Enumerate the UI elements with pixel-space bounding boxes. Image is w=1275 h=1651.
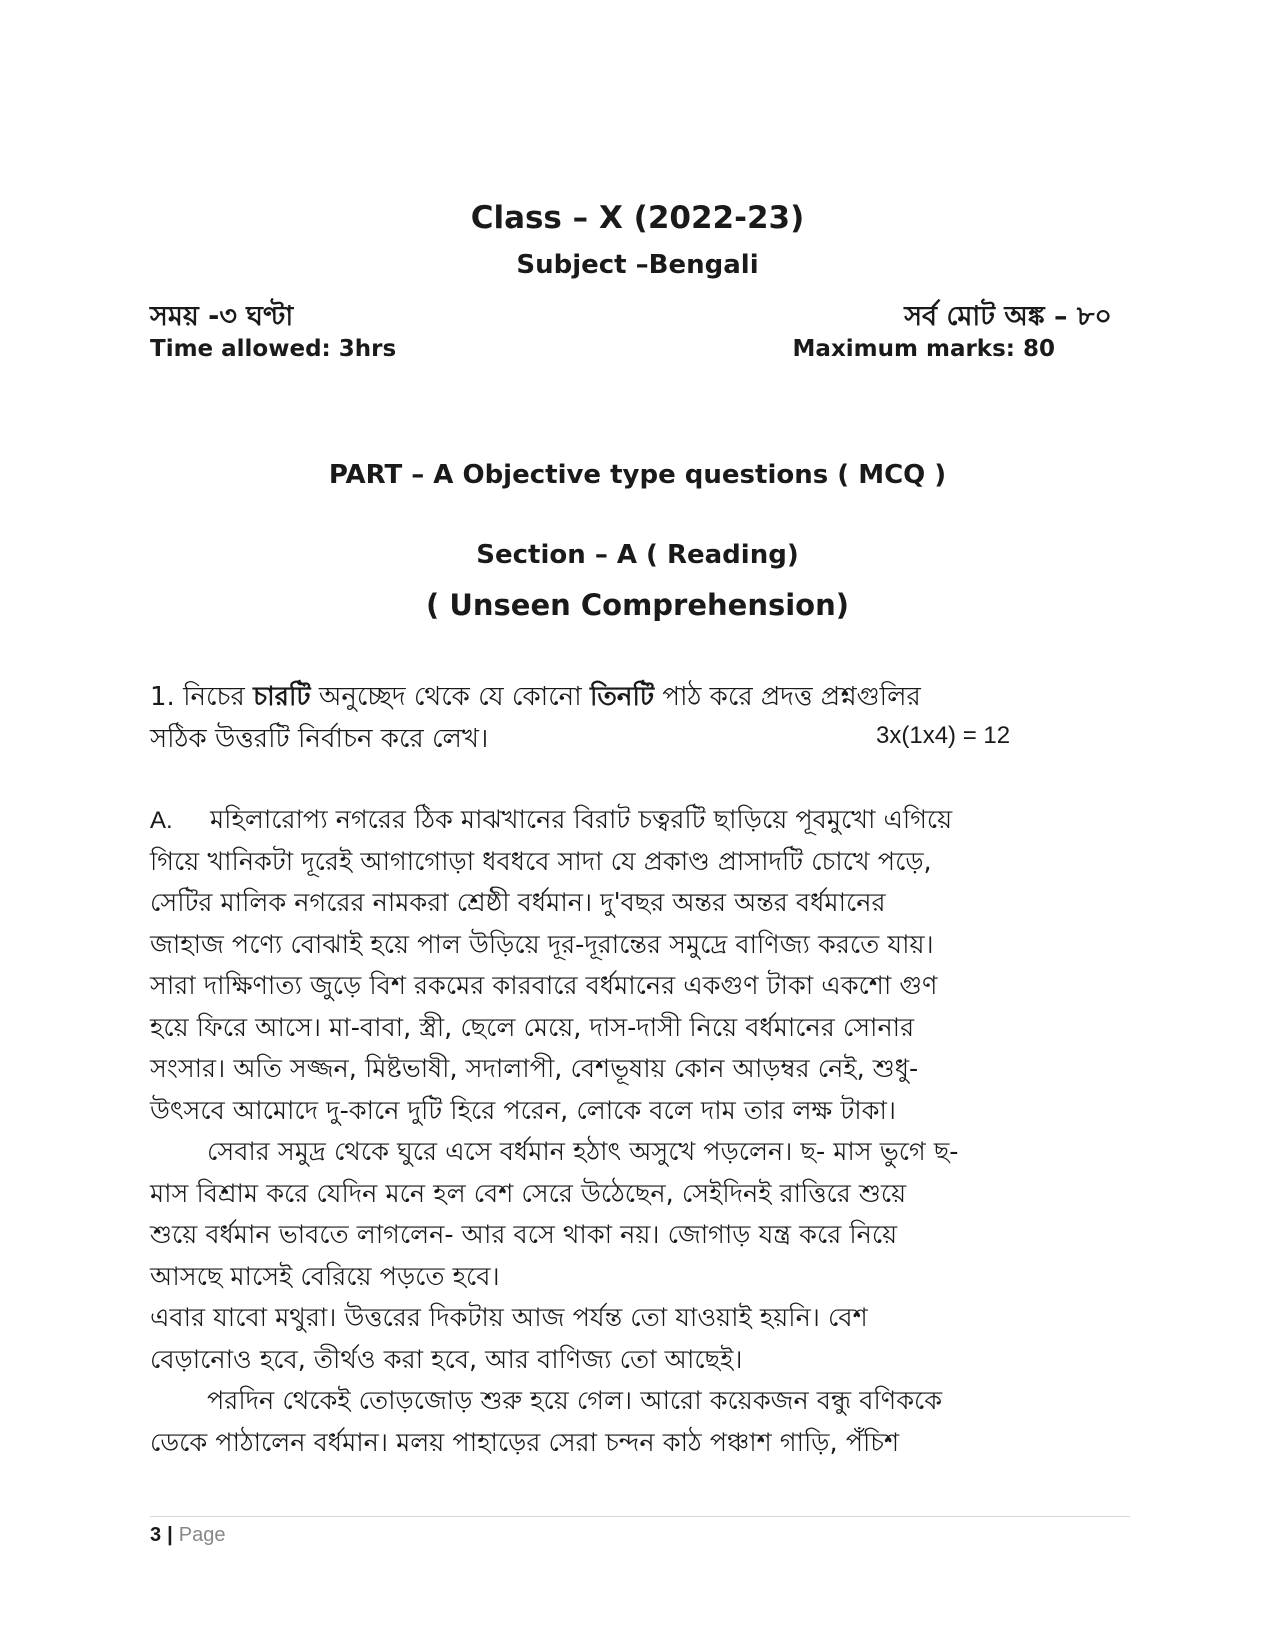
passage-line: গিয়ে খানিকটা দূরেই আগাগোড়া ধবধবে সাদা যে প্রকাণ্ড প্রাসাদটি চোখে পড়ে, <box>150 846 932 877</box>
total-marks-bengali: সর্ব মোট অঙ্ক – ৮০ <box>904 301 1112 332</box>
passage-line-text: মহিলারোপ্য নগরের ঠিক মাঝখানের বিরাট চত্বরটি ছাড়িয়ে পূবমুখো এগিয়ে <box>210 805 953 835</box>
passage-line: সেবার সমুদ্র থেকে ঘুরে এসে বর্ধমান হঠাৎ অসুখে পড়লেন। ছ- মাস ভুগে ছ- <box>207 1137 959 1167</box>
section-title: Section – A ( Reading) <box>476 540 799 570</box>
section-subtitle: ( Unseen Comprehension) <box>425 588 850 622</box>
passage-line: ডেকে পাঠালেন বর্ধমান। মলয় পাহাড়ের সেরা চন্দন কাঠ পঞ্চাশ গাড়ি, পঁচিশ <box>150 1427 900 1458</box>
footer-divider <box>150 1516 1130 1517</box>
question-marks: 3x(1x4) = 12 <box>876 722 1011 749</box>
passage-line: সারা দাক্ষিণাত্য জুড়ে বিশ রকমের কারবারে বর্ধমানের একগুণ টাকা একশো গুণ <box>150 971 938 1001</box>
passage-label: A. <box>150 807 173 834</box>
footer-separator: | <box>167 1524 173 1546</box>
subject-title: Subject –Bengali <box>516 250 759 280</box>
part-title: PART – A Objective type questions ( MCQ ) <box>328 460 947 490</box>
class-title: Class – X (2022-23) <box>470 200 805 236</box>
time-allowed-english: Time allowed: 3hrs <box>150 336 397 362</box>
passage-line: মাস বিশ্রাম করে যেদিন মনে হল বেশ সেরে উঠেছেন, সেইদিনই রাত্তিরে শুয়ে <box>150 1178 907 1209</box>
passage-line: সংসার। অতি সজ্জন, মিষ্টভাষী, সদালাপী, বেশভূষায় কোন আড়ম্বর নেই, শুধু- <box>150 1054 919 1084</box>
passage-line: উৎসবে আমোদে দু-কানে দুটি হিরে পরেন, লোকে বলে দাম তার লক্ষ টাকা। <box>150 1095 896 1126</box>
question-emphasis-three: তিনটি <box>589 682 655 712</box>
question-1-instruction <box>150 676 921 720</box>
question-emphasis-four: চারটি <box>253 682 311 712</box>
question-1-instruction-line2: সঠিক উত্তরটি নির্বাচন করে লেখ। <box>150 724 489 754</box>
passage-line: হয়ে ফিরে আসে। মা-বাবা, স্ত্রী, ছেলে মেয়ে, দাস-দাসী নিয়ে বর্ধমানের সোনার <box>150 1012 915 1043</box>
passage-line: সেটির মালিক নগরের নামকরা শ্রেষ্ঠী বর্ধমান। দু'বছর অন্তর অন্তর বর্ধমানের <box>150 888 886 918</box>
page-footer <box>150 1524 225 1547</box>
time-allowed-bengali: সময় -৩ ঘণ্টা <box>150 301 294 332</box>
question-prefix: 1. নিচের <box>150 682 254 712</box>
passage-line: এবার যাবো মথুরা। উত্তরের দিকটায় আজ পর্যন্ত তো যাওয়াই হয়নি। বেশ <box>150 1303 868 1333</box>
passage-line: জাহাজ পণ্যে বোঝাই হয়ে পাল উড়িয়ে দূর-দূরান্তের সমুদ্রে বাণিজ্য করতে যায়। <box>150 929 934 960</box>
page-label: Page <box>178 1524 226 1546</box>
passage-line: আসছে মাসেই বেরিয়ে পড়তে হবে। <box>150 1261 500 1292</box>
passage-line: শুয়ে বর্ধমান ভাবতে লাগলেন- আর বসে থাকা নয়। জোগাড় যন্ত্র করে নিয়ে <box>150 1220 898 1250</box>
passage-line: বেড়ানোও হবে, তীর্থও করা হবে, আর বাণিজ্য তো আছেই। <box>150 1344 743 1375</box>
page-number: 3 <box>150 1524 162 1546</box>
passage-line <box>150 800 1140 842</box>
max-marks-english: Maximum marks: 80 <box>792 336 1055 362</box>
passage-line: পরদিন থেকেই তোড়জোড় শুরু হয়ে গেল। আরো কয়েকজন বন্ধু বণিককে <box>207 1386 943 1416</box>
passage-a <box>150 800 1140 1464</box>
question-middle: অনুচ্ছেদ থেকে যে কোনো <box>310 682 590 712</box>
question-suffix: পাঠ করে প্রদত্ত প্রশ্নগুলির <box>654 682 921 712</box>
